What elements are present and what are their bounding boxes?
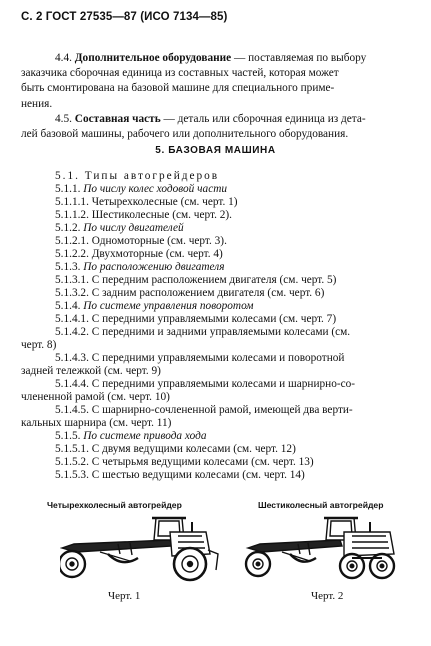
list-item: [55, 183, 227, 196]
list-item-continuation: кальных шарнира (см. черт. 11): [21, 417, 172, 429]
list-item-continuation: члененной рамой (см. черт. 10): [21, 391, 170, 403]
paragraph-number: 4.4.: [55, 52, 72, 64]
list-item: 5.1.5.3. С шестью ведущими колесами (см. черт. 14): [55, 469, 305, 481]
list-item-continuation: задней тележкой (см. черт. 9): [21, 365, 161, 377]
list-item: [55, 430, 206, 443]
list-item: 5.1.3.1. С передним расположением двигателя (см. черт. 5): [55, 274, 337, 286]
list-number: 5.1.4.: [55, 300, 81, 312]
list-subheading: По расположению двигателя: [83, 261, 225, 273]
section-title: 5. БАЗОВАЯ МАШИНА: [155, 145, 276, 156]
paragraph-number: 4.5.: [55, 113, 72, 125]
figure-2-label: Черт. 2: [311, 590, 344, 602]
figure-1-caption: Четырехколесный автогрейдер: [47, 500, 182, 510]
list-item: 5.1.4.1. С передними управляемыми колесами (см. черт. 7): [55, 313, 337, 325]
list-item: 5.1.4.4. С передними управляемыми колесами и шарнирно-со-: [55, 378, 356, 390]
list-subheading: По числу двигателей: [83, 222, 184, 234]
list-item: 5.1.1.1. Четырехколесные (см. черт. 1): [55, 196, 238, 208]
list-subheading: По числу колес ходовой части: [83, 183, 228, 195]
list-item: 5.1.4.3. С передними управляемыми колесами и поворотной: [55, 352, 345, 364]
list-item: 5.1.3.2. С задним расположением двигателя (см. черт. 6): [55, 287, 325, 299]
figure-2-drawing: [244, 514, 404, 584]
list-item: [55, 222, 184, 235]
paragraph-text: лей базовой машины, рабочего или дополнительного оборудования.: [21, 128, 349, 141]
list-item: 5.1.4.2. С передними и задними управляемыми колесами (см.: [55, 326, 351, 338]
list-item: [55, 300, 254, 313]
list-item: 5.1.4.5. С шарнирно-сочлененной рамой, имеющей два верти-: [55, 404, 353, 416]
list-item: 5.1.5.1. С двумя ведущими колесами (см. черт. 12): [55, 443, 296, 455]
list-item: 5.1.2.2. Двухмоторные (см. черт. 4): [55, 248, 223, 260]
figure-2-caption: Шестиколесный автогрейдер: [258, 500, 384, 510]
list-number: 5.1.2.: [55, 222, 81, 234]
list-item: 5.1.1.2. Шестиколесные (см. черт. 2).: [55, 209, 232, 221]
term-component-part: Составная часть: [74, 113, 161, 125]
list-number: 5.1.3.: [55, 261, 81, 273]
list-item: 5.1.2.1. Одномоторные (см. черт. 3).: [55, 235, 227, 247]
paragraph-4-5: [21, 112, 413, 142]
list-number: 5.1.5.: [55, 430, 81, 442]
paragraph-text: — деталь или сборочная единица из дета-: [160, 113, 366, 125]
figure-1-drawing: [60, 514, 220, 584]
paragraph-text: заказчика сборочная единица из составных частей, которая может: [21, 67, 339, 80]
list-item-continuation: черт. 8): [21, 339, 57, 351]
list-subheading: По системе управления поворотом: [83, 300, 254, 312]
paragraph-text: нения.: [21, 97, 53, 110]
figure-1-label: Черт. 1: [108, 590, 141, 602]
paragraph-text: быть смонтирована на базовой машине для специального приме-: [21, 82, 335, 95]
term-additional-equipment: Дополнительное оборудование: [74, 52, 232, 64]
list-number: 5.1.1.: [55, 183, 81, 195]
list-item: 5.1.5.2. С четырьмя ведущими колесами (см. черт. 13): [55, 456, 314, 468]
page-header: С. 2 ГОСТ 27535—87 (ИСО 7134—85): [21, 11, 228, 23]
list-item: [55, 261, 224, 274]
paragraph-text: — поставляемая по выбору: [231, 52, 367, 64]
list-subheading: По системе привода хода: [83, 430, 207, 442]
paragraph-4-4: [21, 51, 413, 112]
list-item: 5.1. Типы автогрейдеров: [55, 170, 220, 182]
